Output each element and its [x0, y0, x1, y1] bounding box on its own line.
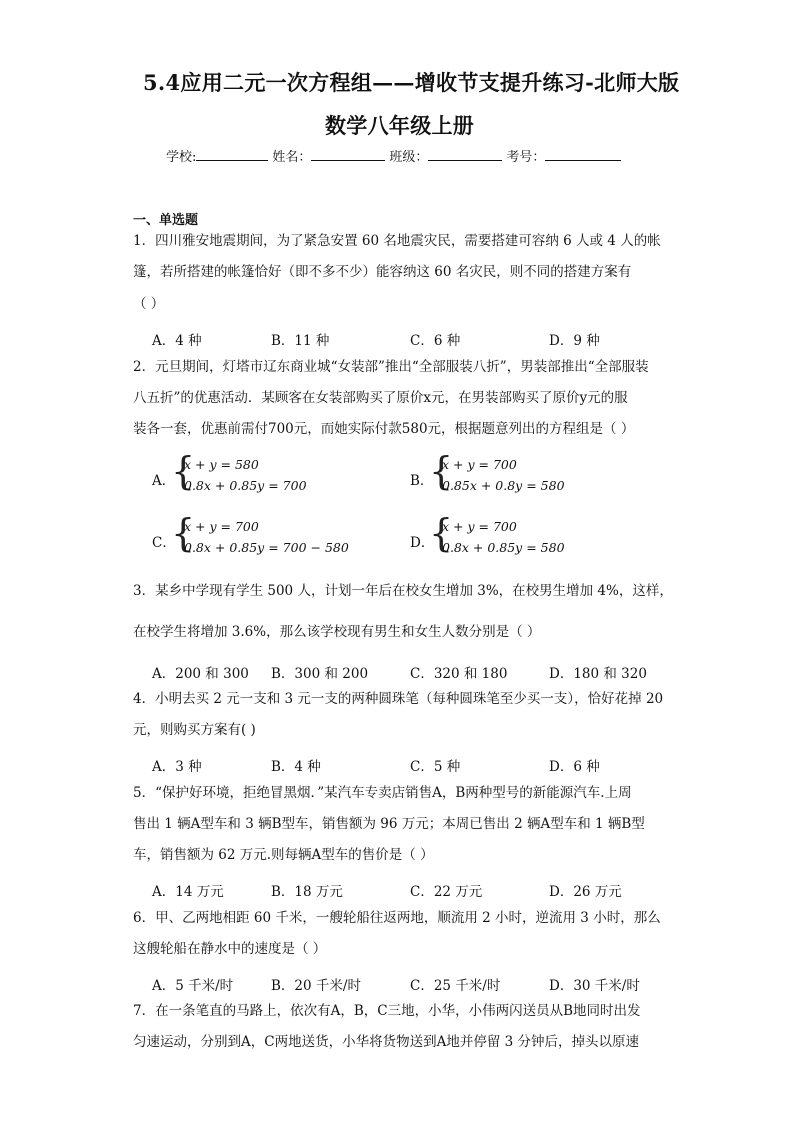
question-5-option-c[interactable]: C．22 万元 [410, 884, 483, 900]
question-2-option-a-label[interactable]: A． [152, 473, 176, 489]
question-1-option-a[interactable]: A．4 种 [152, 333, 202, 349]
question-2-line-3: 装各一套，优惠前需付700元，而她实际付款580元，根据题意列出的方程组是（ ） [133, 421, 635, 437]
name-label: 姓名： [272, 150, 312, 165]
question-2-option-d-eq2: 0.8x + 0.85y = 580 [442, 540, 565, 555]
question-5-option-b[interactable]: B．18 万元 [271, 884, 343, 900]
class-label: 班级： [389, 150, 429, 165]
question-2-option-a-eq1: x + y = 580 [184, 457, 259, 472]
brace-a: { [171, 449, 196, 493]
question-3-line-2: 在校学生将增加 3.6%，那么该学校现有男生和女生人数分别是（ ） [133, 624, 541, 640]
question-4-option-d[interactable]: D．6 种 [549, 759, 600, 775]
brace-b: { [429, 449, 454, 493]
question-7-line-2: 匀速运动，分别到A，C两地送货，小华将货物送到A地并停留 3 分钟后，掉头以原速 [133, 1034, 639, 1050]
page-title-line1: 5.4应用二元一次方程组——增收节支提升练习-北师大版 [143, 70, 680, 95]
name-blank[interactable] [311, 148, 385, 161]
question-1-option-c[interactable]: C．6 种 [410, 333, 461, 349]
brace-c: { [171, 511, 196, 555]
question-2-option-b-eq2: 0.85x + 0.8y = 580 [442, 478, 565, 493]
question-2-option-b-eq1: x + y = 700 [442, 457, 517, 472]
question-3-option-d[interactable]: D．180 和 320 [549, 666, 647, 682]
question-2-option-a-eq2: 0.8x + 0.85y = 700 [184, 478, 307, 493]
brace-d: { [429, 511, 454, 555]
student-info-row [166, 146, 625, 165]
question-1-line-2: 篷，若所搭建的帐篷恰好（即不多不少）能容纳这 60 名灾民，则不同的搭建方案有 [133, 264, 632, 280]
exam-number-blank[interactable] [545, 148, 621, 161]
question-2-line-2: 八五折”的优惠活动．某顾客在女装部购买了原价x元，在男装部购买了原价y元的服 [133, 390, 628, 406]
question-3-line-1: 3．某乡中学现有学生 500 人，计划一年后在校女生增加 3%，在校男生增加 4%，这样， [133, 583, 673, 599]
exam-number-label: 考号： [506, 150, 546, 165]
school-blank[interactable] [196, 148, 268, 161]
school-label: 学校: [166, 150, 197, 165]
question-5-line-2: 售出 1 辆A型车和 3 辆B型车，销售额为 96 万元；本周已售出 2 辆A型车和 1 辆B型 [133, 816, 645, 832]
question-6-option-a[interactable]: A．5 千米/时 [152, 978, 234, 994]
question-7-line-1: 7．在一条笔直的马路上，依次有A，B，C三地，小华，小伟两闪送员从B地同时出发 [133, 1003, 641, 1019]
question-4-option-c[interactable]: C．5 种 [410, 759, 461, 775]
question-1-line-1: 1．四川雅安地震期间，为了紧急安置 60 名地震灾民，需要搭建可容纳 6 人或 4 人的帐 [133, 233, 661, 249]
question-6-line-2: 这艘轮船在静水中的速度是（ ） [133, 941, 327, 957]
question-6-option-c[interactable]: C．25 千米/时 [410, 978, 501, 994]
question-4-option-a[interactable]: A．3 种 [152, 759, 202, 775]
question-3-option-a[interactable]: A．200 和 300 [152, 666, 249, 682]
question-1-line-3: （ ） [133, 296, 165, 312]
question-3-option-b[interactable]: B．300 和 200 [271, 666, 369, 682]
question-2-line-1: 2．元旦期间，灯塔市辽东商业城“女装部”推出“全部服装八折”，男装部推出“全部服装 [133, 359, 649, 375]
question-1-option-b[interactable]: B．11 种 [271, 333, 330, 349]
question-4-line-1: 4．小明去买 2 元一支和 3 元一支的两种圆珠笔（每种圆珠笔至少买一支），恰好花掉 20 [133, 691, 664, 707]
question-5-option-a[interactable]: A．14 万元 [152, 884, 224, 900]
question-2-option-c-eq1: x + y = 700 [184, 519, 259, 534]
question-2-option-c-label[interactable]: C． [152, 535, 176, 551]
question-5-line-1: 5．“保护好环境，拒绝冒黑烟．”某汽车专卖店销售A，B两种型号的新能源汽车.上周 [133, 785, 632, 801]
question-2-option-b-label[interactable]: B． [410, 473, 434, 489]
question-4-line-2: 元，则购买方案有( ) [133, 722, 256, 738]
question-2-option-d-eq1: x + y = 700 [442, 519, 517, 534]
question-4-option-b[interactable]: B．4 种 [271, 759, 321, 775]
question-5-option-d[interactable]: D．26 万元 [549, 884, 622, 900]
section-title: 一、单选题 [133, 213, 199, 228]
question-5-line-3: 车，销售额为 62 万元.则每辆A型车的售价是（ ） [133, 847, 434, 863]
question-6-option-d[interactable]: D．30 千米/时 [549, 978, 640, 994]
question-2-option-d-label[interactable]: D． [410, 535, 435, 551]
question-6-option-b[interactable]: B．20 千米/时 [271, 978, 361, 994]
question-6-line-1: 6．甲、乙两地相距 60 千米，一艘轮船往返两地，顺流用 2 小时，逆流用 3 小时，那么 [133, 910, 661, 926]
page-title-line2: 数学八年级上册 [325, 113, 475, 138]
question-1-option-d[interactable]: D．9 种 [549, 333, 600, 349]
question-3-option-c[interactable]: C．320 和 180 [410, 666, 508, 682]
question-2-option-c-eq2: 0.8x + 0.85y = 700 − 580 [184, 540, 349, 555]
class-blank[interactable] [428, 148, 502, 161]
